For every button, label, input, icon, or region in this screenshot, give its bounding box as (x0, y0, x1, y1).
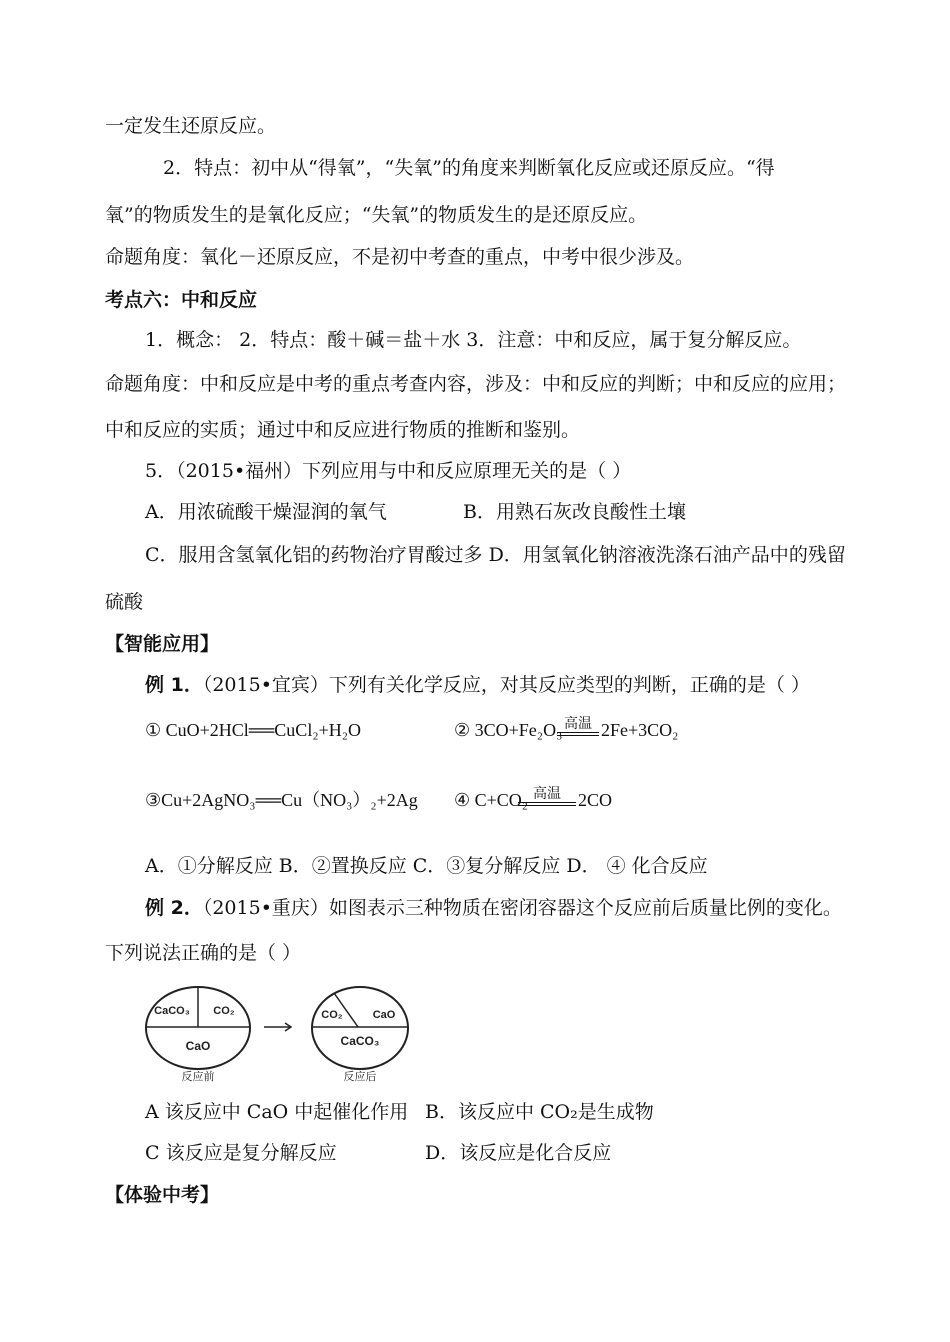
after-pie (312, 987, 408, 1083)
line-3: 氧”的物质发生的是氧化反应；“失氧”的物质发生的是还原反应。 (105, 204, 648, 226)
double-bar-sign (557, 732, 599, 736)
after-caco3-label: CaCO₃ (340, 1034, 380, 1048)
line-4: 命题角度：氧化－还原反应，不是初中考查的重点，中考中很少涉及。 (105, 246, 695, 268)
question-5-option-b: B．用熟石灰改良酸性土壤 (463, 501, 686, 523)
equation-1: ① CuO+2HCl══CuCl₂+H₂O (145, 720, 362, 740)
heading-exam-experience: 【体验中考】 (105, 1184, 220, 1206)
before-caption: 反应前 (181, 1071, 215, 1083)
example-2-option-a: A 该反应中 CaO 中起催化作用 (145, 1101, 409, 1123)
before-co2-label: CO₂ (213, 1005, 235, 1017)
condition-high-temp: 高温 (564, 716, 592, 732)
example-2-text: （2015•重庆）如图表示三种物质在密闭容器这个反应前后质量比例的变化。 (202, 897, 842, 919)
equation-4-condition (518, 786, 576, 806)
arrow-icon (264, 1023, 291, 1031)
example-2-label: 例 2． (145, 897, 203, 919)
equation-3: ③Cu+2AgNO₃══Cu（NO₃）₂+2Ag (145, 790, 418, 810)
example-1 (145, 673, 810, 697)
reaction-pie-diagram (140, 985, 410, 1083)
before-caco3-label: CaCO₃ (154, 1005, 190, 1017)
heading-smart-application: 【智能应用】 (105, 633, 220, 655)
line-5: 1．概念： 2．特点：酸＋碱＝盐＋水 3．注意：中和反应，属于复分解反应。 (145, 329, 802, 351)
example-2-option-d: D．该反应是化合反应 (425, 1142, 612, 1164)
double-bar-sign (518, 802, 576, 806)
question-5-option-a: A．用浓硫酸干燥湿润的氧气 (145, 501, 387, 523)
example-2-option-c: C 该反应是复分解反应 (145, 1142, 337, 1164)
question-5: 5．（2015•福州）下列应用与中和反应原理无关的是（ ） (145, 460, 632, 482)
after-co2-label: CO₂ (321, 1009, 343, 1021)
example-1-text: （2015•宜宾）下列有关化学反应，对其反应类型的判断，正确的是（ ） (202, 674, 810, 696)
example-1-options: A．①分解反应 B．②置换反应 C．③复分解反应 D． ④ 化合反应 (145, 855, 708, 877)
line-6: 命题角度：中和反应是中考的重点考查内容，涉及：中和反应的判断；中和反应的应用； (105, 373, 847, 395)
line-1: 一定发生还原反应。 (105, 115, 277, 137)
example-2 (145, 896, 842, 920)
equation-2-condition (557, 716, 599, 736)
equation-2-left: ② 3CO+Fe₂O₃ (454, 720, 563, 740)
before-cao-label: CaO (185, 1039, 211, 1053)
equation-4-right: 2CO (578, 790, 613, 810)
example-1-label: 例 1． (145, 674, 203, 696)
example-2-question: 下列说法正确的是（ ） (105, 942, 302, 964)
before-pie (146, 987, 250, 1083)
after-cao-label: CaO (372, 1009, 396, 1021)
condition-high-temp: 高温 (533, 786, 561, 802)
question-5-options-cd: C．服用含氢氧化铝的药物治疗胃酸过多 D．用氢氧化钠溶液洗涤石油产品中的残留 (145, 544, 846, 566)
line-2: 2．特点：初中从“得氧”，“失氧”的角度来判断氧化反应或还原反应。“得 (163, 157, 775, 179)
line-7: 中和反应的实质；通过中和反应进行物质的推断和鉴别。 (105, 419, 581, 441)
after-caption: 反应后 (343, 1071, 377, 1083)
heading-topic6: 考点六：中和反应 (105, 289, 258, 311)
equation-2-right: 2Fe+3CO₂ (601, 720, 679, 740)
question-5-tail: 硫酸 (105, 591, 144, 613)
example-2-option-b: B．该反应中 CO₂是生成物 (425, 1101, 654, 1123)
equation-4-left: ④ C+CO₂ (454, 790, 529, 810)
